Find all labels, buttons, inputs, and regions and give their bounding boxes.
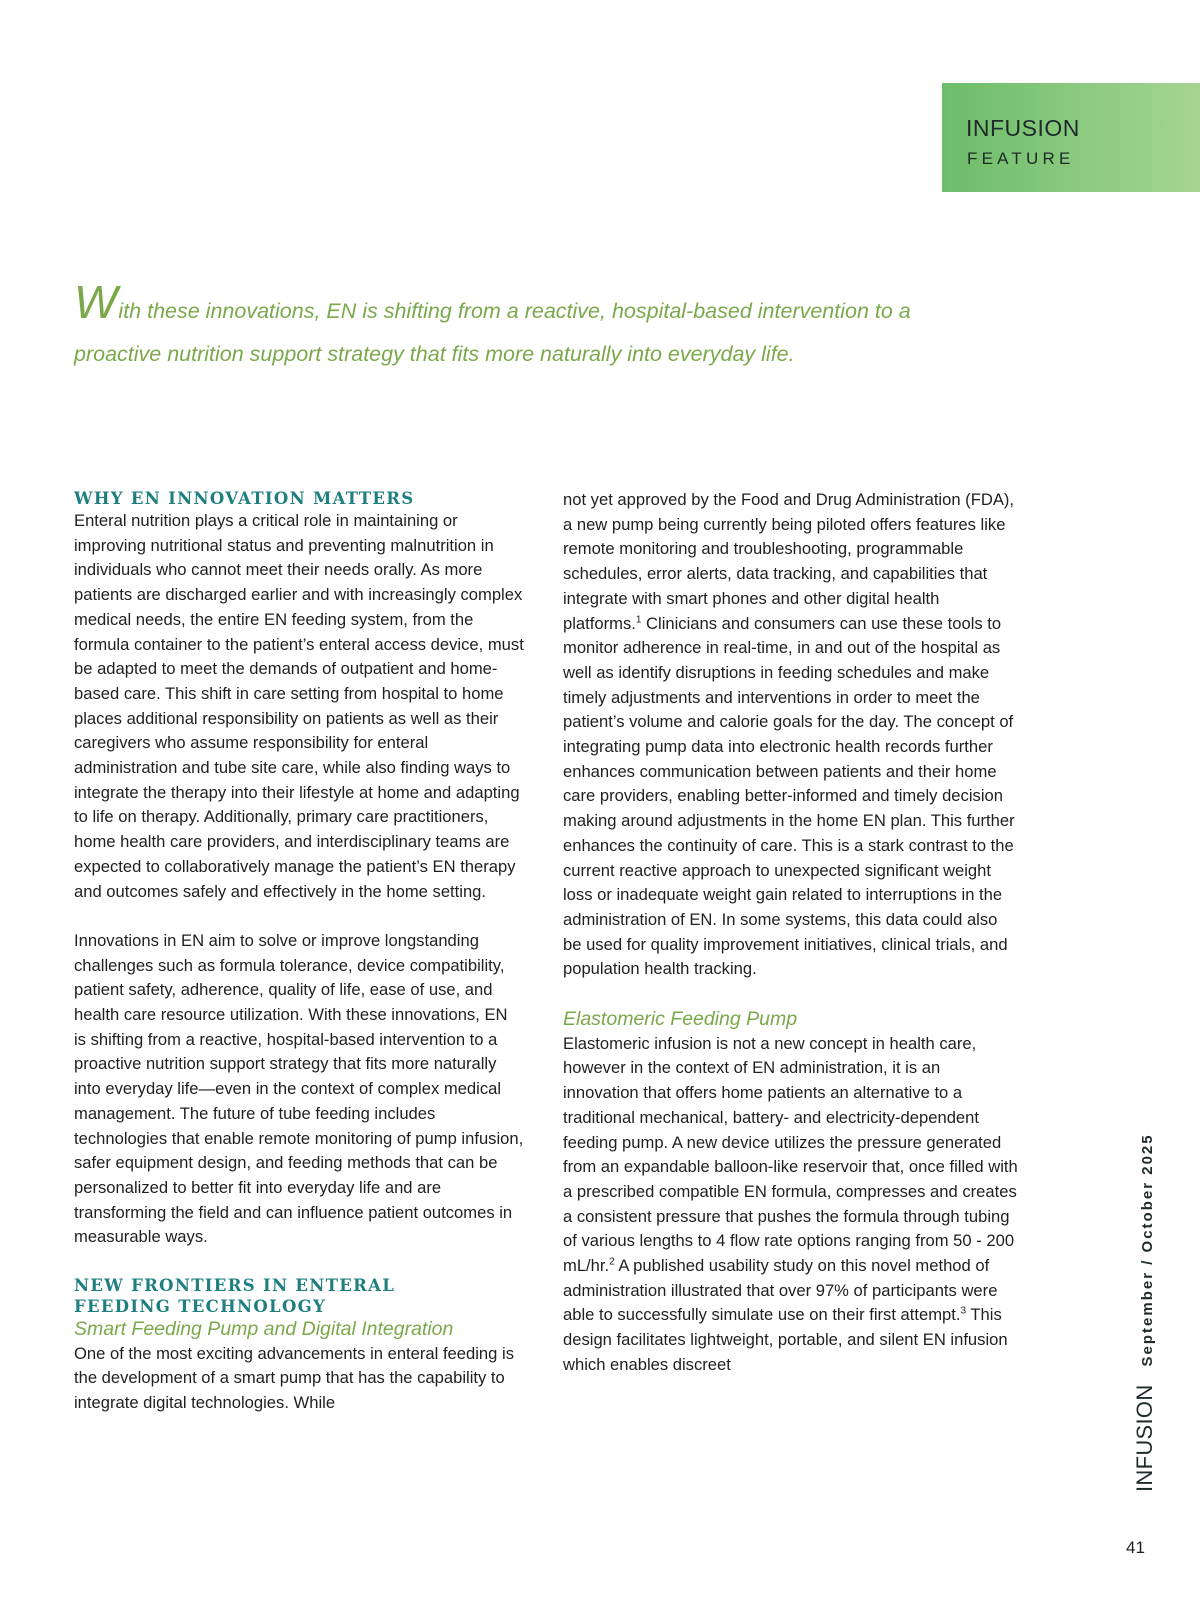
reference-marker: 1: [635, 613, 642, 625]
pull-quote: [74, 276, 974, 376]
paragraph: Enteral nutrition plays a critical role in maintaining or improving nutritional status and preventing malnutrition in individuals who cannot meet their needs orally. As more patients are discharged earlier and with increasingly complex medical needs, the entire EN feeding system, from the formula container to the patient’s enteral access device, must be adapted to meet the demands of outpatient and home-based care. This shift in care setting from hospital to home places additional responsibility on patients as well as their caregivers who assume responsibility for enteral administration and tube site care, while also finding ways to integrate the therapy into their lifestyle at home and adapting to life on therapy. Additionally, primary care practitioners, home health care providers, and interdisciplinary teams are expected to collaboratively manage the patient’s EN therapy and outcomes safely and effectively in the home setting.: [74, 511, 524, 901]
paragraph: One of the most exciting advancements in enteral feeding is the development of a smart pump that has the capability to integrate digital technologies. While: [74, 1343, 514, 1413]
subheading-smart-pump: Smart Feeding Pump and Digital Integration: [74, 1317, 454, 1340]
paragraph: [563, 488, 1018, 982]
paragraph: Innovations in EN aim to solve or improve longstanding challenges such as formula tolerance, device compatibility, patient safety, adherence, quality of life, ease of use, and health care resource utilization. With these innovations, EN is shifting from a reactive, hospital-based intervention to a proactive nutrition support strategy that fits more naturally into everyday life—even in the context of complex medical management. The future of tube feeding includes technologies that enable remote monitoring of pump infusion, safer equipment design, and feeding methods that can be personalized to better fit into everyday life and are transforming the field and can influence patient outcomes in measurable ways.: [74, 930, 524, 1247]
reference-marker: 3: [960, 1305, 967, 1317]
pull-quote-text: ith these innovations, EN is shifting from a reactive, hospital-based intervention to a proactive nutrition support strategy that fits more naturally into everyday life.: [74, 299, 911, 366]
footer-infusion-logo: INFUSION: [1132, 1384, 1157, 1492]
page-number: 41: [1126, 1538, 1145, 1557]
infusion-logo: INFUSION: [966, 115, 1080, 141]
running-footer: [1132, 1133, 1158, 1492]
subheading-elastomeric-pump: Elastomeric Feeding Pump: [563, 1007, 798, 1030]
pull-quote-dropcap: W: [74, 276, 118, 328]
feature-label: FEATURE: [967, 149, 1075, 168]
section-heading-why-en: WHY EN INNOVATION MATTERS: [74, 489, 415, 508]
paragraph-text: Clinicians and consumers can use these tools to monitor adherence in real-time, in and out of the hospital as well as identify disruptions in feeding schedules and make timely adjustments and interventions in order to meet the patient’s volume and calorie goals for the day. The concept of integrating pump data into electronic health records further enhances communication between patients and their home care providers, enabling better-informed and timely decision making around adjustments in the home EN plan. This further enhances the continuity of care. This is a stark contrast to the current reactive approach to unexpected significant weight loss or inadequate weight gain related to interruptions in the administration of EN. In some systems, this data could also be used for quality improvement initiatives, clinical trials, and population health tracking.: [563, 613, 1015, 979]
paragraph: [563, 1032, 1018, 1378]
reference-marker: 2: [609, 1256, 615, 1268]
section-heading-new-frontiers: NEW FRONTIERS IN ENTERAL FEEDING TECHNOLOGY: [74, 1275, 396, 1316]
article-column-left: [74, 488, 524, 1416]
article-column-right: [563, 488, 1018, 1378]
paragraph-text: Elastomeric infusion is not a new concept in health care, however in the context of EN administration, it is an innovation that offers home patients an alternative to a traditional mechanical, battery- and electricity-dependent feeding pump. A new device utilizes the pressure generated from an expandable balloon-like reservoir that, once filled with a prescribed compatible EN formula, compresses and creates a consistent pressure that pushes the formula through tubing of various lengths to 4 flow rate options ranging from 50 - 200 mL/hr.: [563, 1033, 1018, 1276]
issue-date: September / October 2025: [1139, 1133, 1156, 1367]
paragraph-text: This design facilitates lightweight, portable, and silent EN infusion which enables discreet: [563, 1305, 1008, 1374]
feature-section-tab: [942, 83, 1200, 192]
paragraph-text: not yet approved by the Food and Drug Administration (FDA), a new pump being currently being piloted offers features like remote monitoring and troubleshooting, programmable schedules, error alerts, data tracking, and capabilities that integrate with smart phones and other digital health platforms.: [563, 490, 1015, 633]
paragraph-text: A published usability study on this novel method of administration illustrated that over 97% of participants were able to successfully simulate use on their first attempt.: [563, 1256, 998, 1325]
